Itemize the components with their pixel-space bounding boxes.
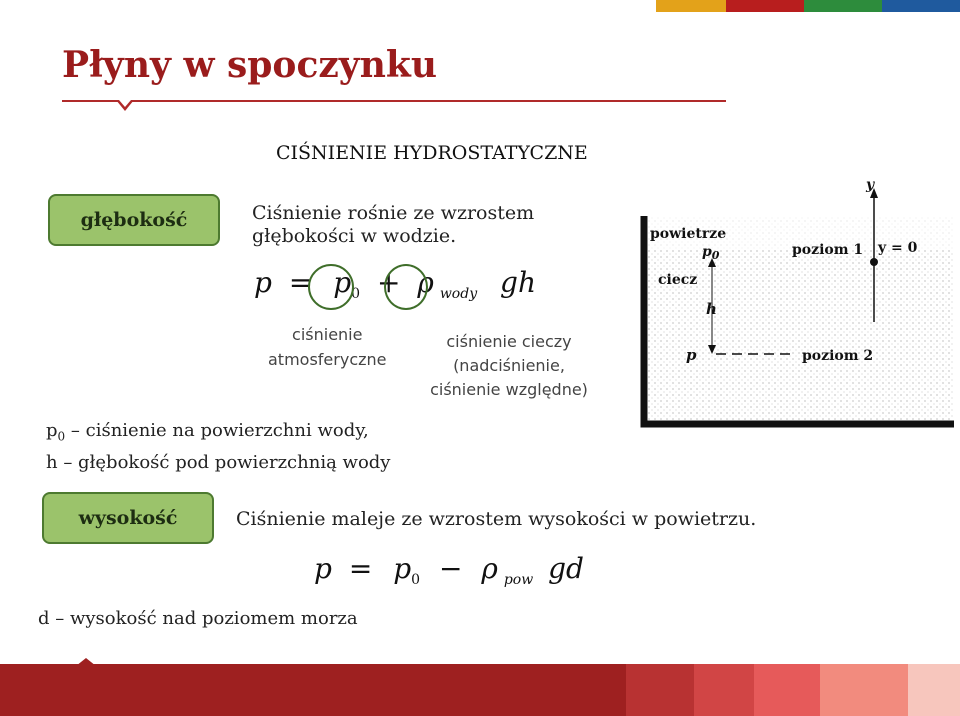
- label-atmospheric-pressure: [268, 322, 387, 372]
- strip-segment-red: [726, 0, 804, 12]
- depth-statement-line2: głębokości w wodzie.: [252, 225, 457, 247]
- section-heading: CIŚNIENIE HYDROSTATYCZNE: [276, 142, 588, 164]
- fig-label-h: h: [706, 300, 717, 318]
- formula2-rho-symbol: ρ: [481, 552, 498, 585]
- formula-equals: =: [288, 266, 313, 299]
- height-pill-label: wysokość: [78, 507, 178, 529]
- slide-title: Płyny w spoczynku: [62, 44, 438, 86]
- band-segment-2: [626, 664, 694, 716]
- formula2-minus: −: [438, 552, 463, 585]
- fig-label-level2: poziom 2: [802, 348, 874, 364]
- formula-rho-symbol: ρ: [417, 266, 434, 299]
- formula2-gd: gd: [548, 552, 584, 585]
- band-segment-6: [908, 664, 960, 716]
- formula2-p: p: [314, 552, 332, 585]
- label-liquid-pressure: [412, 330, 606, 402]
- strip-segment-green: [804, 0, 882, 12]
- fig-label-p0-symbol: p: [702, 244, 712, 260]
- formula-p: p: [254, 266, 272, 299]
- title-underline-notch-inner: [119, 100, 131, 107]
- formula2-p0: [393, 552, 421, 588]
- title-underline: [62, 100, 726, 102]
- formula2-rho-subscript: pow: [503, 572, 534, 588]
- rho-highlight-circle: [384, 264, 428, 310]
- liquid-container-figure: [636, 172, 960, 434]
- barometric-formula: [314, 552, 584, 588]
- def-d: d – wysokość nad poziomem morza: [38, 608, 358, 629]
- band-segment-1: [0, 664, 626, 716]
- formula-plus: +: [376, 266, 401, 299]
- band-segment-5: [820, 664, 908, 716]
- band-segment-3: [694, 664, 754, 716]
- formula-rho-subscript: wody: [439, 286, 478, 302]
- fig-label-y: y: [866, 177, 875, 193]
- def-p0-text: – ciśnienie na powierzchni wody,: [65, 420, 369, 441]
- formula2-p0-subscript: 0: [411, 572, 421, 588]
- formula2-p0-symbol: p: [393, 552, 412, 585]
- band-segment-4: [754, 664, 820, 716]
- top-color-strip: [656, 0, 960, 12]
- def-p0: [46, 418, 390, 450]
- bottom-color-band: [0, 664, 960, 716]
- height-pill: [42, 492, 214, 544]
- depth-definitions: [46, 418, 390, 475]
- label-liquid-line1: ciśnienie cieczy: [446, 332, 572, 351]
- depth-statement: [252, 202, 534, 248]
- strip-segment-orange: [656, 0, 726, 12]
- formula-gh: gh: [500, 266, 536, 299]
- label-liquid-line2: (nadciśnienie,: [453, 356, 565, 375]
- fig-label-level1: poziom 1: [792, 242, 864, 258]
- depth-pill: [48, 194, 220, 246]
- label-atm-line2: atmosferyczne: [268, 350, 387, 369]
- level1-point: [870, 258, 878, 266]
- height-statement: Ciśnienie maleje ze wzrostem wysokości w powietrzu.: [236, 508, 757, 530]
- def-p0-symbol: p: [46, 420, 58, 441]
- strip-segment-blue: [882, 0, 960, 12]
- formula-p0-subscript: 0: [351, 286, 361, 302]
- formula-p0-symbol: p: [333, 266, 352, 299]
- def-p0-subscript: 0: [57, 429, 66, 444]
- formula2-rho: [481, 552, 534, 588]
- fig-label-liquid: ciecz: [658, 272, 698, 288]
- depth-pill-label: głębokość: [80, 209, 188, 231]
- depth-statement-line1: Ciśnienie rośnie ze wzrostem: [252, 202, 535, 224]
- fig-label-p: p: [686, 346, 697, 364]
- def-h: h – głębokość pod powierzchnią wody: [46, 451, 391, 473]
- label-liquid-line3: ciśnienie względne): [430, 380, 588, 399]
- p0-highlight-circle: [308, 264, 354, 310]
- fig-label-p0-subscript: 0: [711, 249, 720, 262]
- formula2-equals: =: [348, 552, 373, 585]
- label-atm-line1: ciśnienie: [292, 325, 363, 344]
- fig-label-air: powietrze: [650, 226, 727, 242]
- fig-label-y0: y = 0: [878, 240, 918, 256]
